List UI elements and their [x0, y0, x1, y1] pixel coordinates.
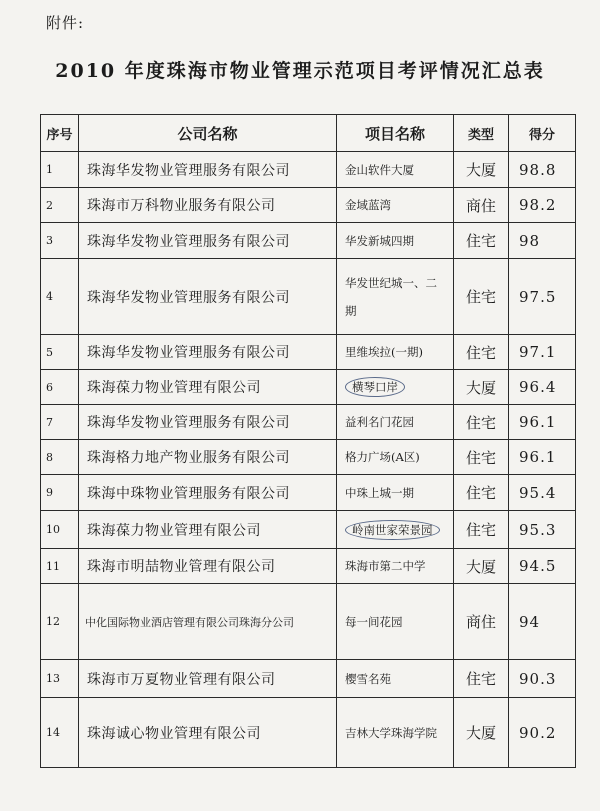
cell-no: 9 — [41, 475, 79, 511]
cell-project: 益利名门花园 — [337, 405, 454, 440]
cell-company: 珠海市万科物业服务有限公司 — [79, 188, 337, 223]
table-row — [41, 584, 576, 660]
cell-score: 98.2 — [509, 188, 576, 223]
cell-type: 商住 — [454, 584, 509, 660]
cell-project: 樱雪名苑 — [337, 660, 454, 698]
cell-project: 金山软件大厦 — [337, 152, 454, 188]
table-row — [41, 511, 576, 549]
table-row — [41, 440, 576, 475]
cell-no: 11 — [41, 549, 79, 584]
cell-no: 10 — [41, 511, 79, 549]
header-company: 公司名称 — [79, 115, 337, 152]
cell-company: 珠海葆力物业管理有限公司 — [79, 370, 337, 405]
cell-no: 4 — [41, 259, 79, 335]
cell-no: 8 — [41, 440, 79, 475]
cell-no: 7 — [41, 405, 79, 440]
header-type: 类型 — [454, 115, 509, 152]
cell-no: 5 — [41, 335, 79, 370]
cell-score: 90.2 — [509, 698, 576, 768]
table-body — [41, 152, 576, 768]
cell-type: 住宅 — [454, 223, 509, 259]
cell-type: 大厦 — [454, 698, 509, 768]
cell-no: 12 — [41, 584, 79, 660]
cell-type: 住宅 — [454, 259, 509, 335]
table-row — [41, 475, 576, 511]
cell-type: 商住 — [454, 188, 509, 223]
cell-company: 珠海华发物业管理服务有限公司 — [79, 152, 337, 188]
cell-score: 94.5 — [509, 549, 576, 584]
summary-table — [40, 114, 576, 768]
table-row — [41, 223, 576, 259]
table-row — [41, 698, 576, 768]
cell-score: 98.8 — [509, 152, 576, 188]
cell-no: 2 — [41, 188, 79, 223]
cell-type: 住宅 — [454, 660, 509, 698]
cell-company: 珠海格力地产物业服务有限公司 — [79, 440, 337, 475]
cell-type: 住宅 — [454, 511, 509, 549]
cell-project: 金域蓝湾 — [337, 188, 454, 223]
cell-company: 珠海华发物业管理服务有限公司 — [79, 405, 337, 440]
cell-project: 吉林大学珠海学院 — [337, 698, 454, 768]
cell-score: 95.3 — [509, 511, 576, 549]
header-project: 项目名称 — [337, 115, 454, 152]
table-row — [41, 152, 576, 188]
cell-project: 华发世纪城一、二期 — [337, 259, 454, 335]
cell-no: 6 — [41, 370, 79, 405]
cell-no: 3 — [41, 223, 79, 259]
cell-type: 住宅 — [454, 405, 509, 440]
cell-project: 华发新城四期 — [337, 223, 454, 259]
table-row — [41, 549, 576, 584]
cell-company: 珠海市明喆物业管理有限公司 — [79, 549, 337, 584]
cell-score: 96.1 — [509, 440, 576, 475]
cell-score: 90.3 — [509, 660, 576, 698]
cell-score: 97.1 — [509, 335, 576, 370]
cell-company: 珠海中珠物业管理服务有限公司 — [79, 475, 337, 511]
header-score: 得分 — [509, 115, 576, 152]
cell-project: 每一间花园 — [337, 584, 454, 660]
cell-company: 中化国际物业酒店管理有限公司珠海分公司 — [79, 584, 337, 660]
cell-project: 格力广场(A区) — [337, 440, 454, 475]
cell-company: 珠海诚心物业管理有限公司 — [79, 698, 337, 768]
cell-score: 97.5 — [509, 259, 576, 335]
circled-project: 横琴口岸 — [345, 377, 405, 397]
cell-company: 珠海华发物业管理服务有限公司 — [79, 259, 337, 335]
cell-type: 大厦 — [454, 152, 509, 188]
table-row — [41, 370, 576, 405]
cell-score: 96.4 — [509, 370, 576, 405]
cell-no: 13 — [41, 660, 79, 698]
cell-company: 珠海华发物业管理服务有限公司 — [79, 223, 337, 259]
cell-company: 珠海市万夏物业管理有限公司 — [79, 660, 337, 698]
table-row — [41, 335, 576, 370]
cell-score: 96.1 — [509, 405, 576, 440]
cell-project: 珠海市第二中学 — [337, 549, 454, 584]
cell-score: 95.4 — [509, 475, 576, 511]
cell-type: 住宅 — [454, 335, 509, 370]
attachment-label: 附件: — [46, 14, 85, 32]
circled-project: 岭南世家荣景园 — [345, 520, 440, 540]
cell-no: 1 — [41, 152, 79, 188]
header-no: 序号 — [41, 115, 79, 152]
cell-score: 94 — [509, 584, 576, 660]
cell-project: 里维埃拉(一期) — [337, 335, 454, 370]
cell-company: 珠海葆力物业管理有限公司 — [79, 511, 337, 549]
cell-type: 住宅 — [454, 475, 509, 511]
table-header-row — [41, 115, 576, 152]
cell-company: 珠海华发物业管理服务有限公司 — [79, 335, 337, 370]
cell-project — [337, 511, 454, 549]
cell-type: 住宅 — [454, 440, 509, 475]
cell-no: 14 — [41, 698, 79, 768]
cell-project — [337, 370, 454, 405]
table-row — [41, 259, 576, 335]
cell-project: 中珠上城一期 — [337, 475, 454, 511]
cell-type: 大厦 — [454, 549, 509, 584]
table-row — [41, 405, 576, 440]
table-row — [41, 188, 576, 223]
document-title: 2010 年度珠海市物业管理示范项目考评情况汇总表 — [55, 60, 545, 82]
cell-score: 98 — [509, 223, 576, 259]
table-row — [41, 660, 576, 698]
cell-type: 大厦 — [454, 370, 509, 405]
